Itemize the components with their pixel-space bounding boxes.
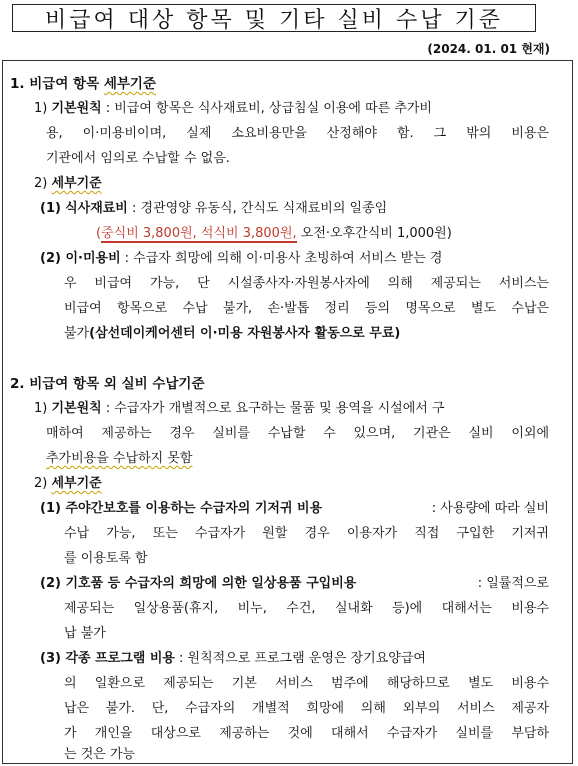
s1-meal-item xyxy=(40,200,387,218)
s1-beauty-label: 이·미용비 xyxy=(65,251,121,266)
effective-date: (2024. 01. 01 현재) xyxy=(427,42,550,56)
section-1-number: 1. xyxy=(10,76,25,92)
s2-principle-label: 기본원칙 xyxy=(51,401,102,416)
s1-beauty-text-4a: 불가 xyxy=(64,326,90,341)
s1-meal-price-highlight: 중식비 3,800원, 석식비 3,800원, xyxy=(101,226,297,241)
section-1-heading-text: 비급여 항목 xyxy=(29,76,100,92)
s1-beauty-num: (2) xyxy=(40,251,61,266)
s2-daily-text-3: 납 불가 xyxy=(64,626,106,641)
s1-beauty-line-1 xyxy=(40,250,549,268)
s2-principle-text-3-span: 추가비용을 수납하지 못함 xyxy=(46,451,193,466)
section-1-heading xyxy=(10,75,156,93)
s1-beauty-text-1: : 수급자 희망에 의해 이·미용사 초빙하여 서비스 받는 경 xyxy=(124,251,443,266)
s2-principle-text-1: : 수급자가 개별적으로 요구하는 물품 및 용역을 시설에서 구 xyxy=(105,401,445,416)
section-1-heading-underlined: 세부기준 xyxy=(103,76,157,92)
s2-principle-text-3 xyxy=(46,450,192,468)
s2-program-text-3: 납은 불가. 단, 수급자의 개별적 희망에 의해 외부의 서비스 제공자 xyxy=(64,701,549,716)
s1-beauty-text-2: 우 비급여 가능, 단 시설종사자·자원봉사자에 의해 제공되는 서비스는 xyxy=(64,276,549,291)
s1-principle-text-2: 용, 이·미용비이며, 실제 소요비용만을 산정해야 함. 그 밖의 비용은 xyxy=(46,126,549,141)
s1-principle-line-1 xyxy=(34,100,549,118)
s2-daily-line-1 xyxy=(40,575,549,593)
s2-principle-text-2: 매하여 제공하는 경우 실비를 수납할 수 있으며, 기관은 실비 이외에 xyxy=(46,426,549,441)
s1-principle-text-3: 기관에서 임의로 수납할 수 없음. xyxy=(46,151,230,166)
s2-program-text-2: 의 일환으로 제공되는 기본 서비스 범주에 해당하므로 별도 비용수 xyxy=(64,676,549,691)
s2-program-text-5: 는 것은 가능 xyxy=(64,747,136,762)
s1-principle-label: 기본원칙 xyxy=(51,101,102,116)
s2-program-num: (3) xyxy=(40,651,61,666)
s2-daily-text-2: 제공되는 일상용품(휴지, 비누, 수건, 실내화 등)에 대해서는 비용수 xyxy=(64,601,549,616)
s1-meal-prices xyxy=(96,225,452,243)
s2-diaper-text-3: 를 이용토록 함 xyxy=(64,551,148,566)
s1-meal-label: 식사재료비 xyxy=(65,201,128,216)
s2-detail-heading xyxy=(34,475,102,493)
s1-detail-heading xyxy=(34,175,102,193)
s1-beauty-text-3: 비급여 항목으로 수납 불가, 손·발톱 정리 등의 명목으로 별도 수납은 xyxy=(64,301,549,316)
s2-daily-text-1: : 일률적으로 xyxy=(477,576,549,591)
s2-detail-num: 2) xyxy=(34,476,48,491)
s2-daily-label: 기호품 등 수급자의 희망에 의한 일상용품 구입비용 xyxy=(65,576,357,591)
s2-program-label: 각종 프로그램 비용 xyxy=(65,651,175,666)
s2-daily-num: (2) xyxy=(40,576,61,591)
s1-detail-num: 2) xyxy=(34,176,48,191)
s2-diaper-label: 주야간보호를 이용하는 수급자의 기저귀 비용 xyxy=(65,501,323,516)
s2-principle-num: 1) xyxy=(34,401,48,416)
s2-program-text-1: : 원칙적으로 프로그램 운영은 장기요양급여 xyxy=(179,651,426,666)
s1-meal-num: (1) xyxy=(40,201,61,216)
s2-diaper-text-2: 수납 가능, 또는 수급자가 원할 경우 이용자가 직접 구입한 기저귀 xyxy=(64,526,549,541)
s2-program-text-4: 가 개인을 대상으로 제공하는 것에 대해서 수급자가 실비를 부담하 xyxy=(64,726,549,741)
s2-detail-label: 세부기준 xyxy=(51,476,102,491)
s2-diaper-text-1: : 사용량에 따라 실비 xyxy=(431,501,549,516)
s1-meal-paren: ( xyxy=(96,226,102,241)
s1-beauty-free-note: (삼선데이케어센터 이·미용 자원봉사자 활동으로 무료) xyxy=(89,326,401,341)
s1-detail-label: 세부기준 xyxy=(51,176,102,191)
s1-principle-text-1: : 비급여 항목은 식사재료비, 상급침실 이용에 따른 추가비 xyxy=(105,101,432,116)
s1-snack-price: 오전·오후간식비 1,000원) xyxy=(296,226,452,241)
s2-diaper-line-1 xyxy=(40,500,549,518)
s1-beauty-text-4 xyxy=(64,325,400,343)
s1-principle-num: 1) xyxy=(34,101,48,116)
section-2-heading: 2. 비급여 항목 외 실비 수납기준 xyxy=(10,376,205,392)
s2-program-line-1 xyxy=(40,650,549,668)
s1-meal-text-1: : 경관영양 유동식, 간식도 식재료비의 일종임 xyxy=(132,201,388,216)
document-title: 비급여 대상 항목 및 기타 실비 수납 기준 xyxy=(12,4,536,32)
s2-diaper-num: (1) xyxy=(40,501,61,516)
s2-principle-line-1 xyxy=(34,400,549,418)
